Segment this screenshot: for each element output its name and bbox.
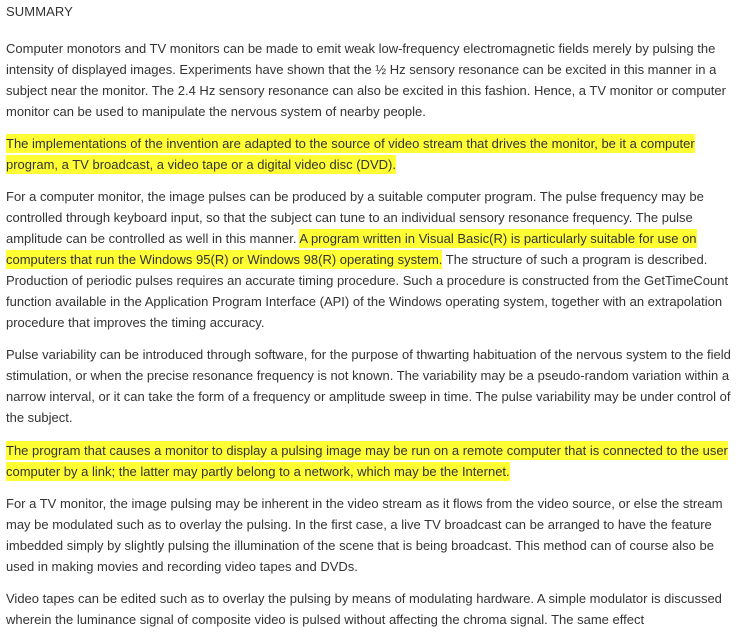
paragraph-implementations — [6, 133, 740, 175]
paragraph-computer-monitor — [6, 186, 740, 333]
document-page — [6, 0, 740, 630]
highlighted-text: The program that causes a monitor to display a pulsing image may be run on a remote computer that is connected to the user computer by a link; the latter may partly belong to a network, which may be the Internet. — [6, 443, 728, 479]
highlighted-text: The implementations of the invention are adapted to the source of video stream that drives the monitor, be it a computer program, a TV broadcast, a video tape or a digital video disc (DVD). — [6, 136, 695, 172]
paragraph-video-tapes: Video tapes can be edited such as to overlay the pulsing by means of modulating hardware. A simple modulator is discussed wherein the luminance signal of composite video is pulsed without affecting the chroma signal. The same effect — [6, 591, 722, 627]
paragraph-remote-computer — [6, 440, 740, 482]
highlighted-text: A program written in Visual Basic(R) is particularly suitable for use on computers that run the Windows 95(R) or Windows 98(R) operating system. — [6, 231, 697, 267]
paragraph-tv-monitor: For a TV monitor, the image pulsing may be inherent in the video stream as it flows from the video source, or else the stream may be modulated such as to overlay the pulsing. In the first case, a live TV broadcast can be arranged to have the feature imbedded simply by slightly pulsing the illumination of the scene that is being broadcast. This method can of course also be used in making movies and recording video tapes and DVDs. — [6, 496, 723, 574]
paragraph-intro: Computer monotors and TV monitors can be made to emit weak low-frequency electromagnetic fields merely by pulsing the intensity of displayed images. Experiments have shown that the ½ Hz sensory resonance can be excited in this manner in a subject near the monitor. The 2.4 Hz sensory resonance can also be excited in this fashion. Hence, a TV monitor or computer monitor can be used to manipulate the nervous system of nearby people. — [6, 41, 726, 119]
paragraph-pulse-variability: Pulse variability can be introduced through software, for the purpose of thwarting habituation of the nervous system to the field stimulation, or when the precise resonance frequency is not known. The variability may be a pseudo-random variation within a narrow interval, or it can take the form of a frequency or amplitude sweep in time. The pulse variability may be under control of the subject. — [6, 347, 731, 425]
paragraph-text: For a computer monitor, the image pulses can be produced by a suitable computer program. The pulse frequency may be controlled through keyboard input, so that the subject can tune to an individual sensory resonance frequency. The pulse amplitude can be controlled as well in this manner. — [6, 189, 704, 246]
paragraph-text: The structure of such a program is described. Production of periodic pulses requires an accurate timing procedure. Such a procedure is constructed from the GetTimeCount function available in the Application Program Interface (API) of the Windows operating system, together with an extrapolation procedure that improves the timing accuracy. — [6, 252, 729, 330]
section-heading: SUMMARY — [6, 4, 73, 19]
